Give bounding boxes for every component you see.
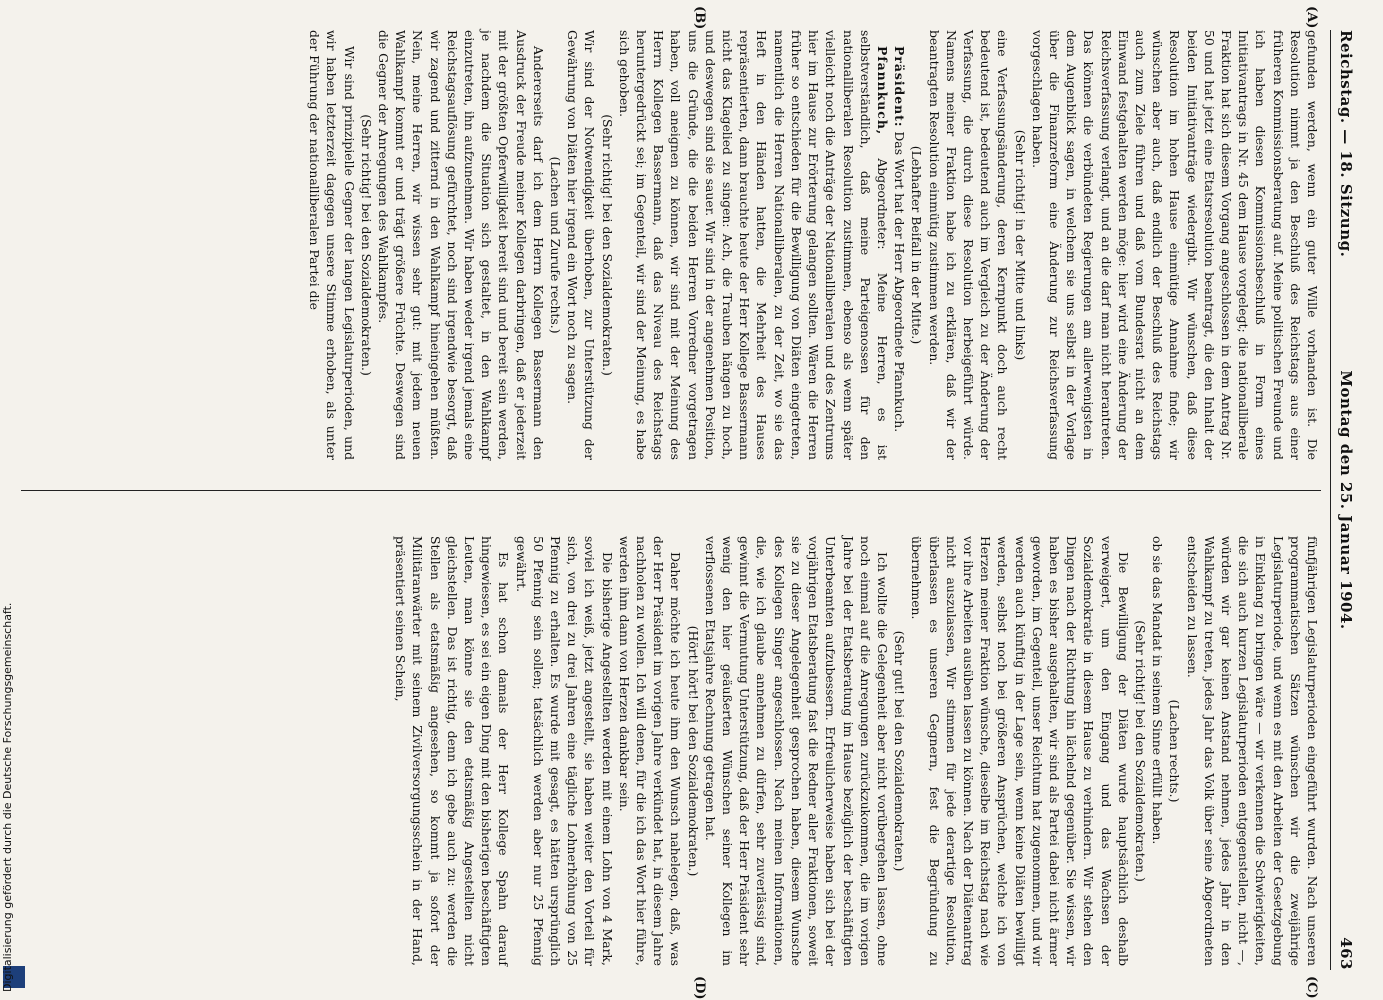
page-header	[1330, 30, 1365, 970]
remark: (Sehr richtig! bei den Sozialdemokraten.)	[1132, 620, 1148, 882]
text-paragraph: Die Bewilligung der Diäten wurde hauptsächlich deshalb verweigert, um den Eingang und das Wachsen der Sozialdemokratie in diesem Hause zu verhindern. Wir stehen den Dingen nach der Richtung hin lächelnd gegenüber. Sie wissen, wir haben es bisher ausgehalten, wir sind als Partei dabei nicht ärmer geworden, im Gegenteil, unser Reichtum hat zugenommen, und wir werden auch künftig in der Lage sein, wenn keine Diäten bewilligt werden, selbst noch bei größeren Ansprüchen, welche ich von Herzen meiner Fraktion wünsche, dieselbe im Reichstag nach wie vor ihre Arbeiten ausüben lassen zu können. Nach der Diätenantrag nicht auszulassen, Wir stimmen für jede derartige Resolution, überlassen es unseren Gegnern, fest die Begründung zu übernehmen.	[909, 536, 1131, 966]
speech-text: Abgeordneter: Meine Herren, es ist selbstverständlich, daß meine Parteigenossen für den nationalliberalen Resolution zustimmen, ebenso als wenn später vielleicht noch die Anträge der Nationalliberalen und des Zentrums hier im Hause zur Erörterung gelangen sollten. Wären die Herren früher so entschieden für die Bewilligung von Diäten eingetreten, namentlich die Herren Nationalliberalen, zu der Zeit, wo sie das Heft in den Händen hatten, die Mehrheit des Hauses repräsentierten, dann brauchte heute der Herr Kollege Bassermann nicht das Klagelied zu singen: Ach, die Trauben hängen zu hoch, und deswegen sind sie sauer. Wir sind in der angenehmen Position, uns die Gründe, die die beiden Herren Vorredner vorgetragen haben, voll aneignen zu können, wir sind mit der Meinung des Herrn Kollegen Bassermann, daß das Niveau des Reichstags heruntergedrückt sei; im Gegenteil, wir sind der Meinung, es habe sich gehoben.	[616, 30, 890, 460]
remark: (Hört! hört! bei den Sozialdemokraten.)	[685, 625, 701, 877]
text-paragraph: eine Verfassungsänderung, deren Kernpunkt doch auch recht bedeutend ist, bedeutend auch im Vergleich zu der Änderung der Verfassung, die durch diese Resolution herbeigeführt würde. Namens meiner Fraktion habe ich zu erklären, daß wir der beantragten Resolution einmütig zustimmen werden.	[926, 30, 1011, 460]
footer-credit	[0, 0, 28, 1000]
header-date: Montag den 25. Januar 1904.	[1337, 370, 1355, 630]
text-paragraph: Wir sind der Notwendigkeit überhoben, zur Unterstützung der Gewährung von Diäten hier irgend ein Wort noch zu sagen.	[565, 30, 598, 460]
margin-marker-c: (C)	[1304, 976, 1319, 999]
footer-credit-text: Digitalisierung gefördert durch die Deutsche Forschungsgemeinschaft.	[1, 602, 14, 992]
speech-paragraph	[891, 30, 908, 460]
right-column	[392, 536, 1321, 966]
remark: (Sehr richtig! bei den Sozialdemokraten.)	[599, 114, 615, 376]
left-column	[306, 30, 1321, 460]
speech-paragraph	[616, 30, 891, 460]
page-number: 463	[1337, 937, 1355, 970]
margin-marker-b: (B)	[692, 6, 707, 30]
header-left: Reichstag. — 18. Sitzung.	[1337, 30, 1355, 258]
remark: (Lachen und Zurufe rechts.)	[548, 156, 564, 334]
margin-marker-d: (D)	[692, 976, 707, 1000]
text-paragraph: fünfjährigen Legislaturperioden eingeführt wurden. Nach unseren programmatischen Sätzen wünschen wir die zweijährige Legislaturperiode, und wenn es mit den Arbeiten der Gesetzgebung in Einklang zu bringen wäre — wir verkennen die Schwierigkeiten, die sich auch kurzen Legislaturperioden entgegenstellen, nicht —, würden wir gar keinen Anstand nehmen, jedes Jahr in den Wahlkampf zu treten, jedes Jahr das Volk über seine Abgeordneten entscheiden zu lassen.	[1184, 536, 1320, 966]
remark: (Sehr gut! bei den Sozialdemokraten.)	[892, 630, 908, 872]
text-paragraph: Es hat schon damals der Herr Kollege Spahn darauf hingewiesen, es sei ein eigen Ding mit den bisherigen beschäftigten Leuten, man könne sie den etatsmäßig Angestellten nicht gleichstellen. Das ist richtig, denn ich gebe auch zu: werden die Stellen als etatsmäßig angesehen, so kommt ja sofort der Militäranwärter mit seinem Zivilversorgungsschein in der Hand, präsentiert seinen Schein,	[393, 536, 512, 966]
text-paragraph: Ich wollte die Gelegenheit aber nicht vorübergehen lassen, ohne noch einmal auf die Anregungen zurückzukommen, die im vorigen Jahre bei der Etatsberatung im Hause bezüglich der beschäftigten Unterbeamten aufzubessern. Erfreulicherweise haben sich bei der vorjährigen Etatsberatung fast die Redner aller Fraktionen, soweit sie zu dieser Angelegenheit gesprochen haben, diesem Wunsche des Kollegen Singer angeschlossen. Nach meinen Informationen, die, wie ich glaube annehmen zu dürfen, sehr zuverlässig sind, gewinnt die Vermutung Unterstützung, daß der Herr Präsident sehr wenig den hier geäußerten Wünschen seiner Kollegen im verflossenen Etatsjahre Rechnung getragen hat.	[702, 536, 890, 966]
remark: (Sehr richtig! bei den Sozialdemokraten.)	[358, 114, 374, 376]
text-paragraph: gefunden werden, wenn ein guter Wille vorhanden ist. Die Resolution nimmt ja den Beschluß des Reichstags aus einer früheren Kommissionsberatung auf. Meine politischen Freunde und ich haben diesen Kommissionsbeschluß in Form eines Initiativantrags in Nr. 45 dem Hause vorgelegt; die nationalliberale Fraktion hat sich diesem Vorgang angeschlossen in dem Antrag Nr. 50 und hat jetzt eine Etatsresolution beantragt, die den Inhalt der beiden Initiativanträge wiedergibt. Wir wünschen, daß diese Resolution im hohen Hause einmütige Annahme finde; wir wünschen aber auch, daß endlich der Beschluß des Reichstags auch zum Ziele führen und daß vom Bundesrat nicht an dem Einwand festgehalten werden möge: hier wird eine Änderung der Reichsverfassung verlangt, und an die darf man nicht herantreten. Das können die verbündeten Regierungen am allerwenigsten in dem Augenblick sagen, in welchem sie uns selbst in der Vorlage über die Finanzreform eine Änderung zur Reichsverfassung vorgeschlagen haben.	[1029, 30, 1320, 460]
remark: (Sehr richtig! in der Mitte und links)	[1012, 129, 1028, 361]
text-paragraph: Die bisherige Angestellten werden mit einem Lohn von 4 Mark, soviel ich weiß, jetzt angestellt, sie haben weiter den Vorteil für sich, von drei zu drei Jahren eine tägliche Lohnerhöhung von 25 Pfennig zu erhalten. Es wurde mit gesagt, es hätten ursprünglich 50 Pfennig sein sollen; tatsächlich werden aber nur 25 Pfennig gewährt.	[513, 536, 615, 966]
column-divider	[21, 490, 1321, 491]
speech-text: Das Wort hat der Herr Abgeordnete Pfannkuch.	[892, 131, 908, 433]
remark: (Lachen rechts.)	[1167, 699, 1183, 803]
margin-marker-a: (A)	[1304, 6, 1319, 29]
text-paragraph: Andererseits darf ich dem Herrn Kollegen Bassermann den Ausdruck der Freude meiner Kollegen darbringen, daß er jederzeit mit der größten Opferwilligkeit bereit sind und bereit sein werden, je nachdem die Situation sich gestaltet, in den Wahlkampf einzutreten, ihn aufzunehmen. Wir haben weder irgend jemals eine Reichstagsauflösung gefürchtet, noch sind irgendwie besorgt, daß wir zagend und zitternd in den Wahlkampf hineingehen müßten. Nein, meine Herren, wir wissen sehr gut: mit jedem neuen Wahlkampf kommt er und trägt größere Früchte. Deswegen sind die Gegner der Anregungen des Wahlkampfes.	[376, 30, 546, 460]
remark: (Lebhafter Beifall in der Mitte.)	[909, 145, 925, 345]
text-paragraph: Wir sind prinzipielle Gegner der langen Legislaturperioden, und wir haben letzterzeit dagegen unsere Stimme erhoben, als unter der Führung der nationalliberalen Partei die	[307, 30, 357, 460]
speaker-name: Pfannkuch,	[874, 46, 890, 136]
text-paragraph: Daher möchte ich heute ihm den Wunsch nahelegen, daß, was der Herr Präsident im vorigen Jahre verkündet hat, in diesem Jahre nachholen zu wollen. Ich will denen, für die ich das Wort hier führe, werden ihm dann von Herzen dankbar sein.	[616, 536, 684, 966]
speaker-name: Präsident:	[892, 46, 908, 128]
text-paragraph: ob sie das Mandat in seinem Sinne erfüllt haben.	[1150, 536, 1166, 845]
